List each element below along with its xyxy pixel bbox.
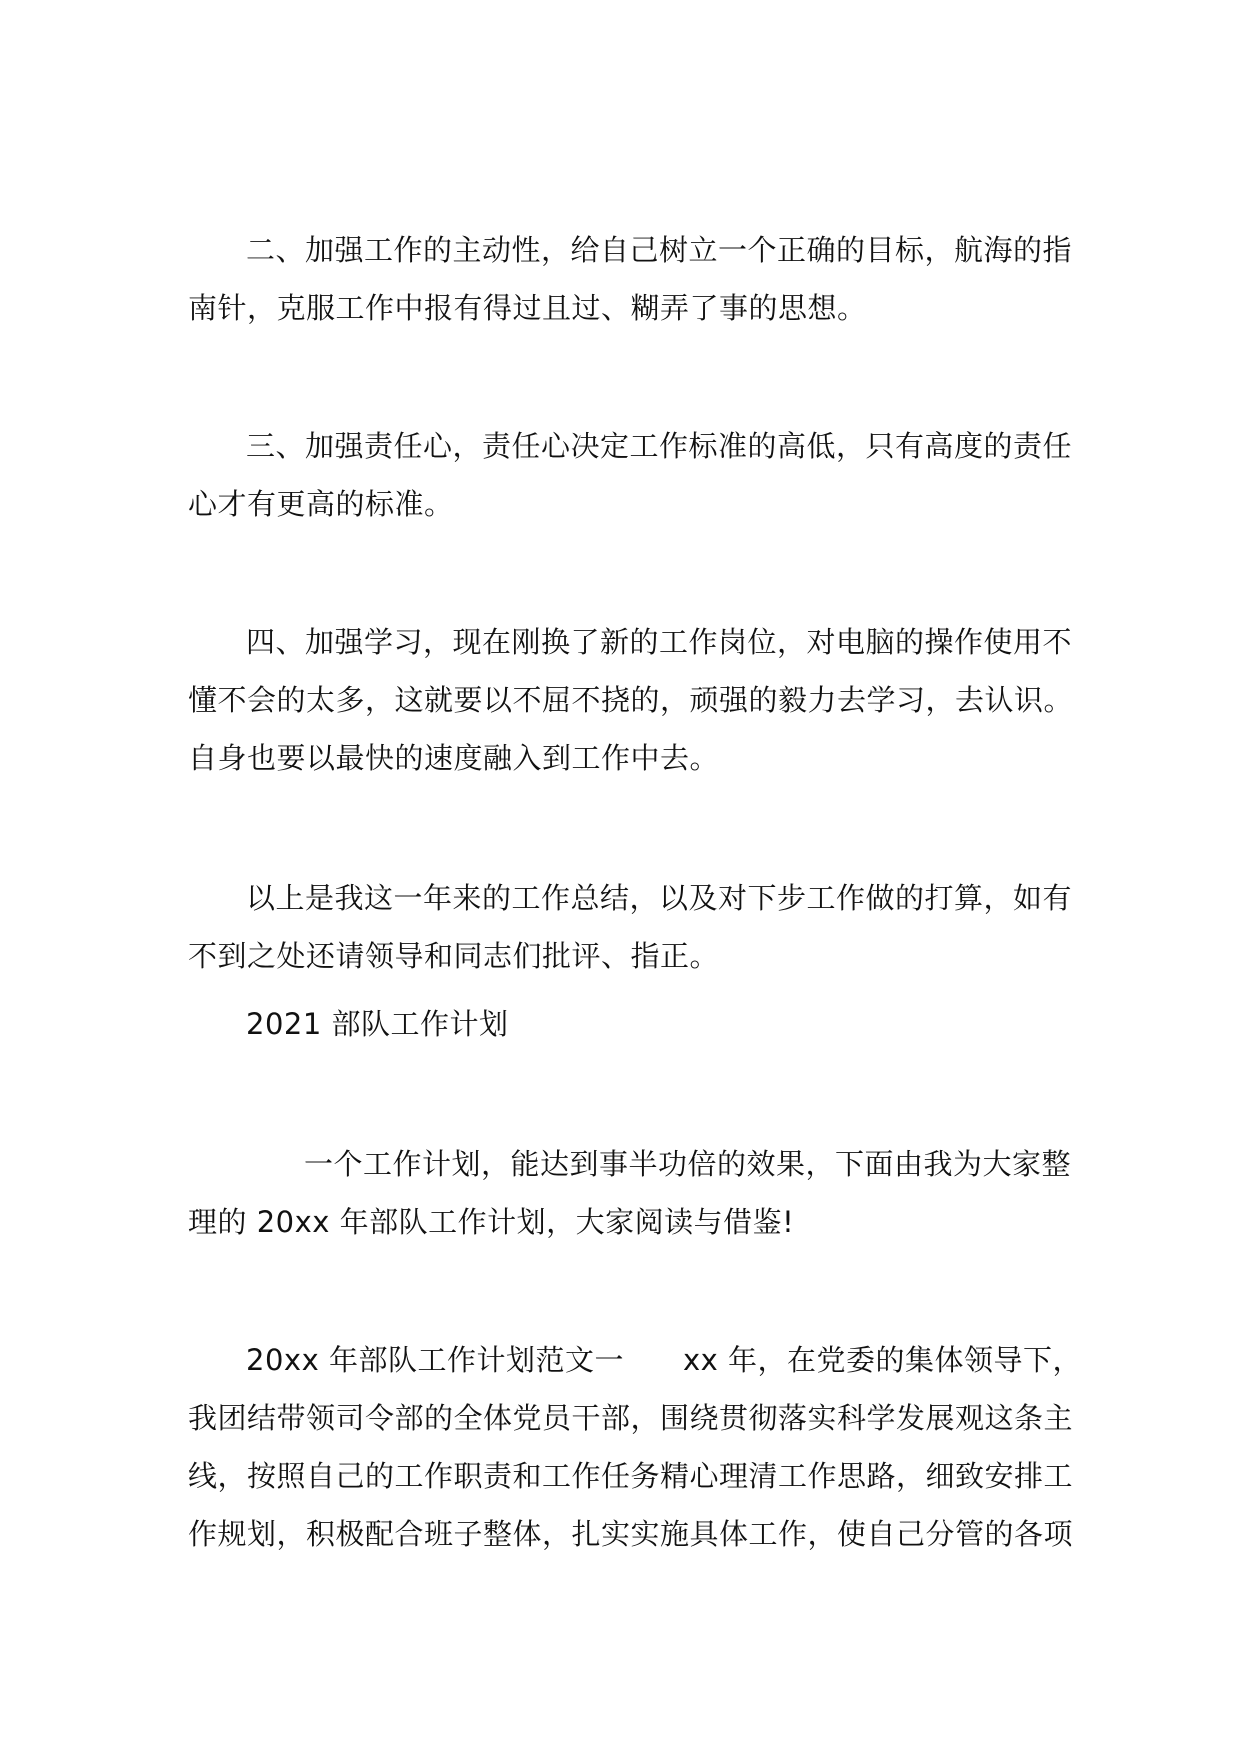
summary-line-2: 不到之处还请领导和同志们批评、指正。	[188, 939, 720, 973]
paragraph-2-line-1: 二、加强工作的主动性，给自己树立一个正确的目标，航海的指	[246, 233, 1073, 267]
intro-line-2: 理的 20xx 年部队工作计划，大家阅读与借鉴!	[188, 1205, 795, 1239]
paragraph-4-line-3: 自身也要以最快的速度融入到工作中去。	[188, 741, 720, 775]
paragraph-4-line-1: 四、加强学习，现在刚换了新的工作岗位，对电脑的操作使用不	[246, 625, 1073, 659]
paragraph-3-line-1: 三、加强责任心，责任心决定工作标准的高低，只有高度的责任	[246, 429, 1073, 463]
paragraph-2-line-2: 南针，克服工作中报有得过且过、糊弄了事的思想。	[188, 291, 867, 325]
body-line-2: 我团结带领司令部的全体党员干部，围绕贯彻落实科学发展观这条主	[188, 1401, 1074, 1435]
paragraph-3-line-2: 心才有更高的标准。	[188, 487, 454, 521]
section-title: 2021 部队工作计划	[246, 1007, 509, 1041]
body-line-1: 20xx 年部队工作计划范文一 xx 年，在党委的集体领导下，	[246, 1343, 1082, 1377]
body-line-3: 线，按照自己的工作职责和工作任务精心理清工作思路，细致安排工	[188, 1459, 1074, 1493]
summary-line-1: 以上是我这一年来的工作总结，以及对下步工作做的打算，如有	[246, 881, 1073, 915]
paragraph-4-line-2: 懂不会的太多，这就要以不屈不挠的，顽强的毅力去学习，去认识。	[188, 683, 1074, 717]
body-line-4: 作规划，积极配合班子整体，扎实实施具体工作，使自己分管的各项	[188, 1517, 1074, 1551]
intro-line-1: 一个工作计划，能达到事半功倍的效果，下面由我为大家整	[304, 1147, 1072, 1181]
